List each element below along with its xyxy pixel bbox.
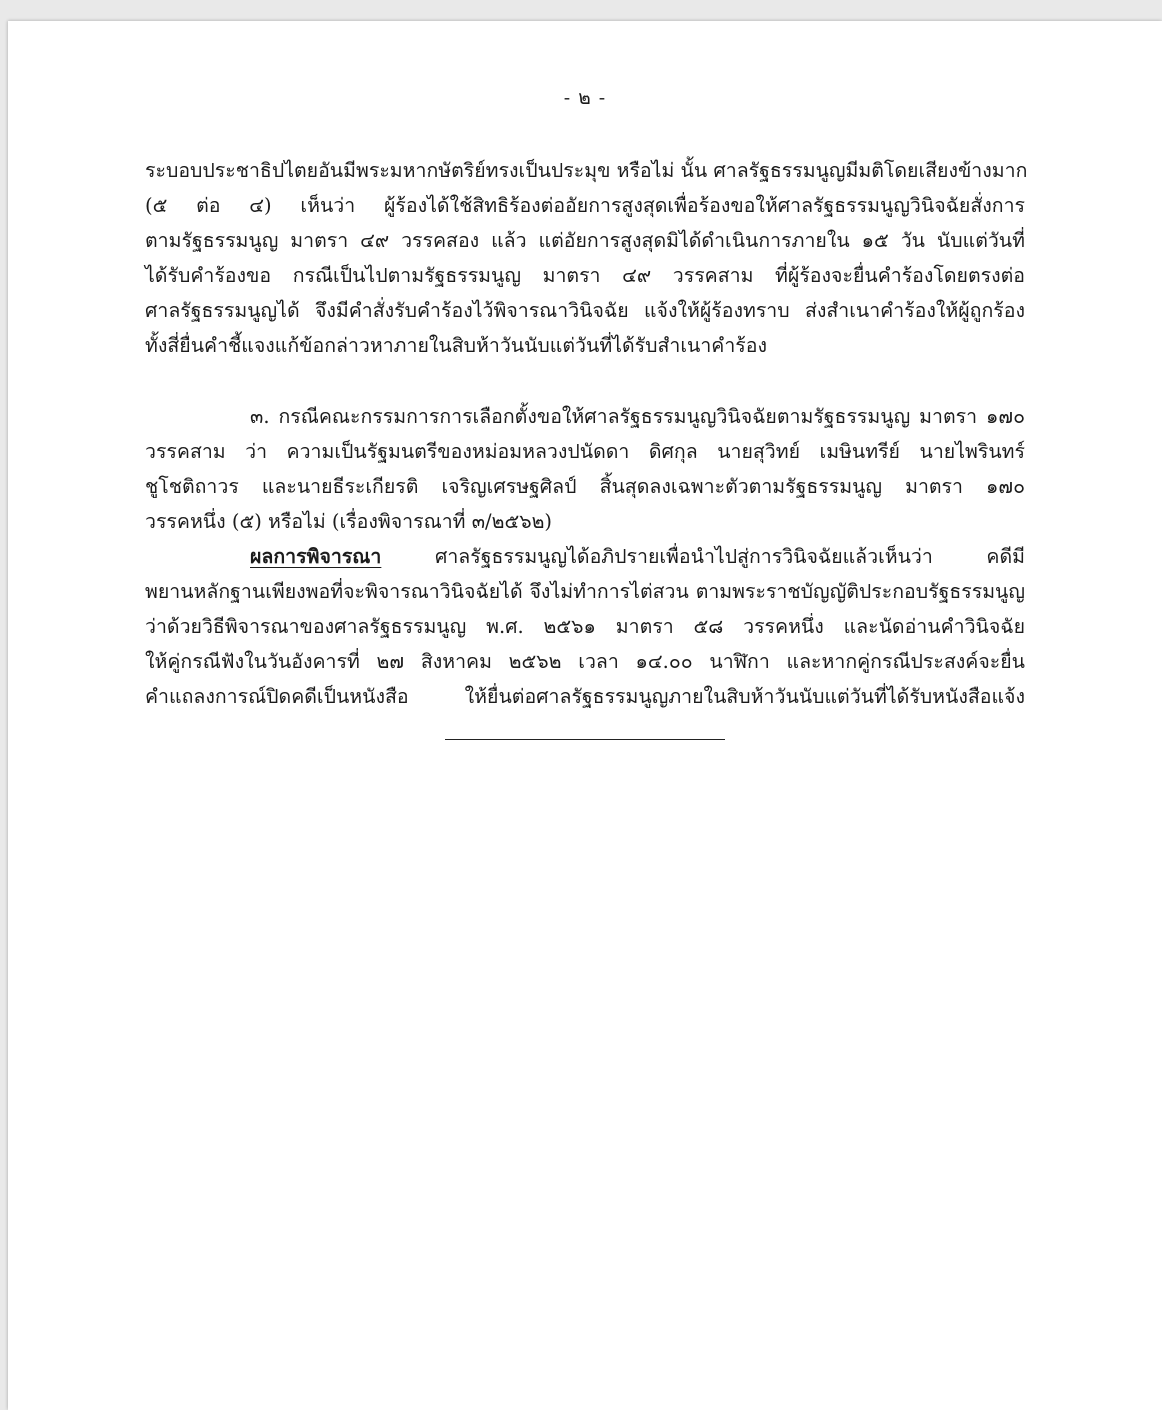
paragraph-verdict-continuation (145, 153, 1028, 363)
text-line: ได้รับคำร้องขอ กรณีเป็นไปตามรัฐธรรมนูญ มาตรา ๔๙ วรรคสาม ที่ผู้ร้องจะยื่นคำร้องโดยตรงต่อ (145, 264, 1025, 287)
text-line: วรรคสาม ว่า ความเป็นรัฐมนตรีของหม่อมหลวงปนัดดา ดิศกุล นายสุวิทย์ เมษินทรีย์ นายไพรินทร์ (145, 440, 1025, 463)
text-line: ศาลรัฐธรรมนูญได้ จึงมีคำสั่งรับคำร้องไว้พิจารณาวินิจฉัย แจ้งให้ผู้ร้องทราบ ส่งสำเนาคำร้องให้ผู้ถูกร้อง (145, 299, 1025, 322)
text-line: ระบอบประชาธิปไตยอันมีพระมหากษัตริย์ทรงเป็นประมุข หรือไม่ นั้น ศาลรัฐธรรมนูญมีมติโดยเสียงข้างมาก (145, 159, 1028, 182)
text-line: ว่าด้วยวิธีพิจารณาของศาลรัฐธรรมนูญ พ.ศ. ๒๕๖๑ มาตรา ๕๘ วรรคหนึ่ง และนัดอ่านคำวินิจฉัย (145, 615, 1025, 638)
text-line: (๕ ต่อ ๔) เห็นว่า ผู้ร้องได้ใช้สิทธิร้องต่ออัยการสูงสุดเพื่อร้องขอให้ศาลรัฐธรรมนูญวินิจฉัยสั่งการ (145, 194, 1025, 217)
result-first-line-text: ศาลรัฐธรรมนูญได้อภิปรายเพื่อนำไปสู่การวินิจฉัยแล้วเห็นว่า คดีมี (381, 545, 1025, 568)
text-line: ตามรัฐธรรมนูญ มาตรา ๔๙ วรรคสอง แล้ว แต่อัยการสูงสุดมิได้ดำเนินการภายใน ๑๕ วัน นับแต่วันที่ (145, 229, 1025, 252)
page-number: - ๒ - (563, 87, 607, 109)
text-line: คำแถลงการณ์ปิดคดีเป็นหนังสือ ให้ยื่นต่อศาลรัฐธรรมนูญภายในสิบห้าวันนับแต่วันที่ได้รับหนังสือแจ้ง (145, 685, 1025, 708)
document-page (8, 21, 1162, 1410)
result-heading: ผลการพิจารณา (250, 545, 382, 568)
text-line: ๓. กรณีคณะกรรมการการเลือกตั้งขอให้ศาลรัฐธรรมนูญวินิจฉัยตามรัฐธรรมนูญ มาตรา ๑๗๐ (250, 405, 1025, 428)
text-line: ให้คู่กรณีฟังในวันอังคารที่ ๒๗ สิงหาคม ๒๕๖๒ เวลา ๑๔.๐๐ นาฬิกา และหากคู่กรณีประสงค์จะยื่น (145, 650, 1025, 673)
text-line (145, 539, 1025, 574)
paragraph-spacer (145, 363, 1025, 399)
end-of-text-divider (445, 739, 725, 740)
text-line: ชูโชติถาวร และนายธีระเกียรติ เจริญเศรษฐศิลป์ สิ้นสุดลงเฉพาะตัวตามรัฐธรรมนูญ มาตรา ๑๗๐ (145, 475, 1025, 498)
document-body (145, 153, 1028, 714)
paragraph-result (145, 539, 1025, 714)
text-line: วรรคหนึ่ง (๕) หรือไม่ (เรื่องพิจารณาที่ ๓/๒๕๖๒) (145, 510, 553, 533)
text-line: พยานหลักฐานเพียงพอที่จะพิจารณาวินิจฉัยได้ จึงไม่ทำการไต่สวน ตามพระราชบัญญัติประกอบรัฐธรรมนูญ (145, 580, 1025, 603)
paragraph-case-3 (145, 399, 1025, 539)
text-line: ทั้งสี่ยื่นคำชี้แจงแก้ข้อกล่าวหาภายในสิบห้าวันนับแต่วันที่ได้รับสำเนาคำร้อง (145, 334, 767, 357)
